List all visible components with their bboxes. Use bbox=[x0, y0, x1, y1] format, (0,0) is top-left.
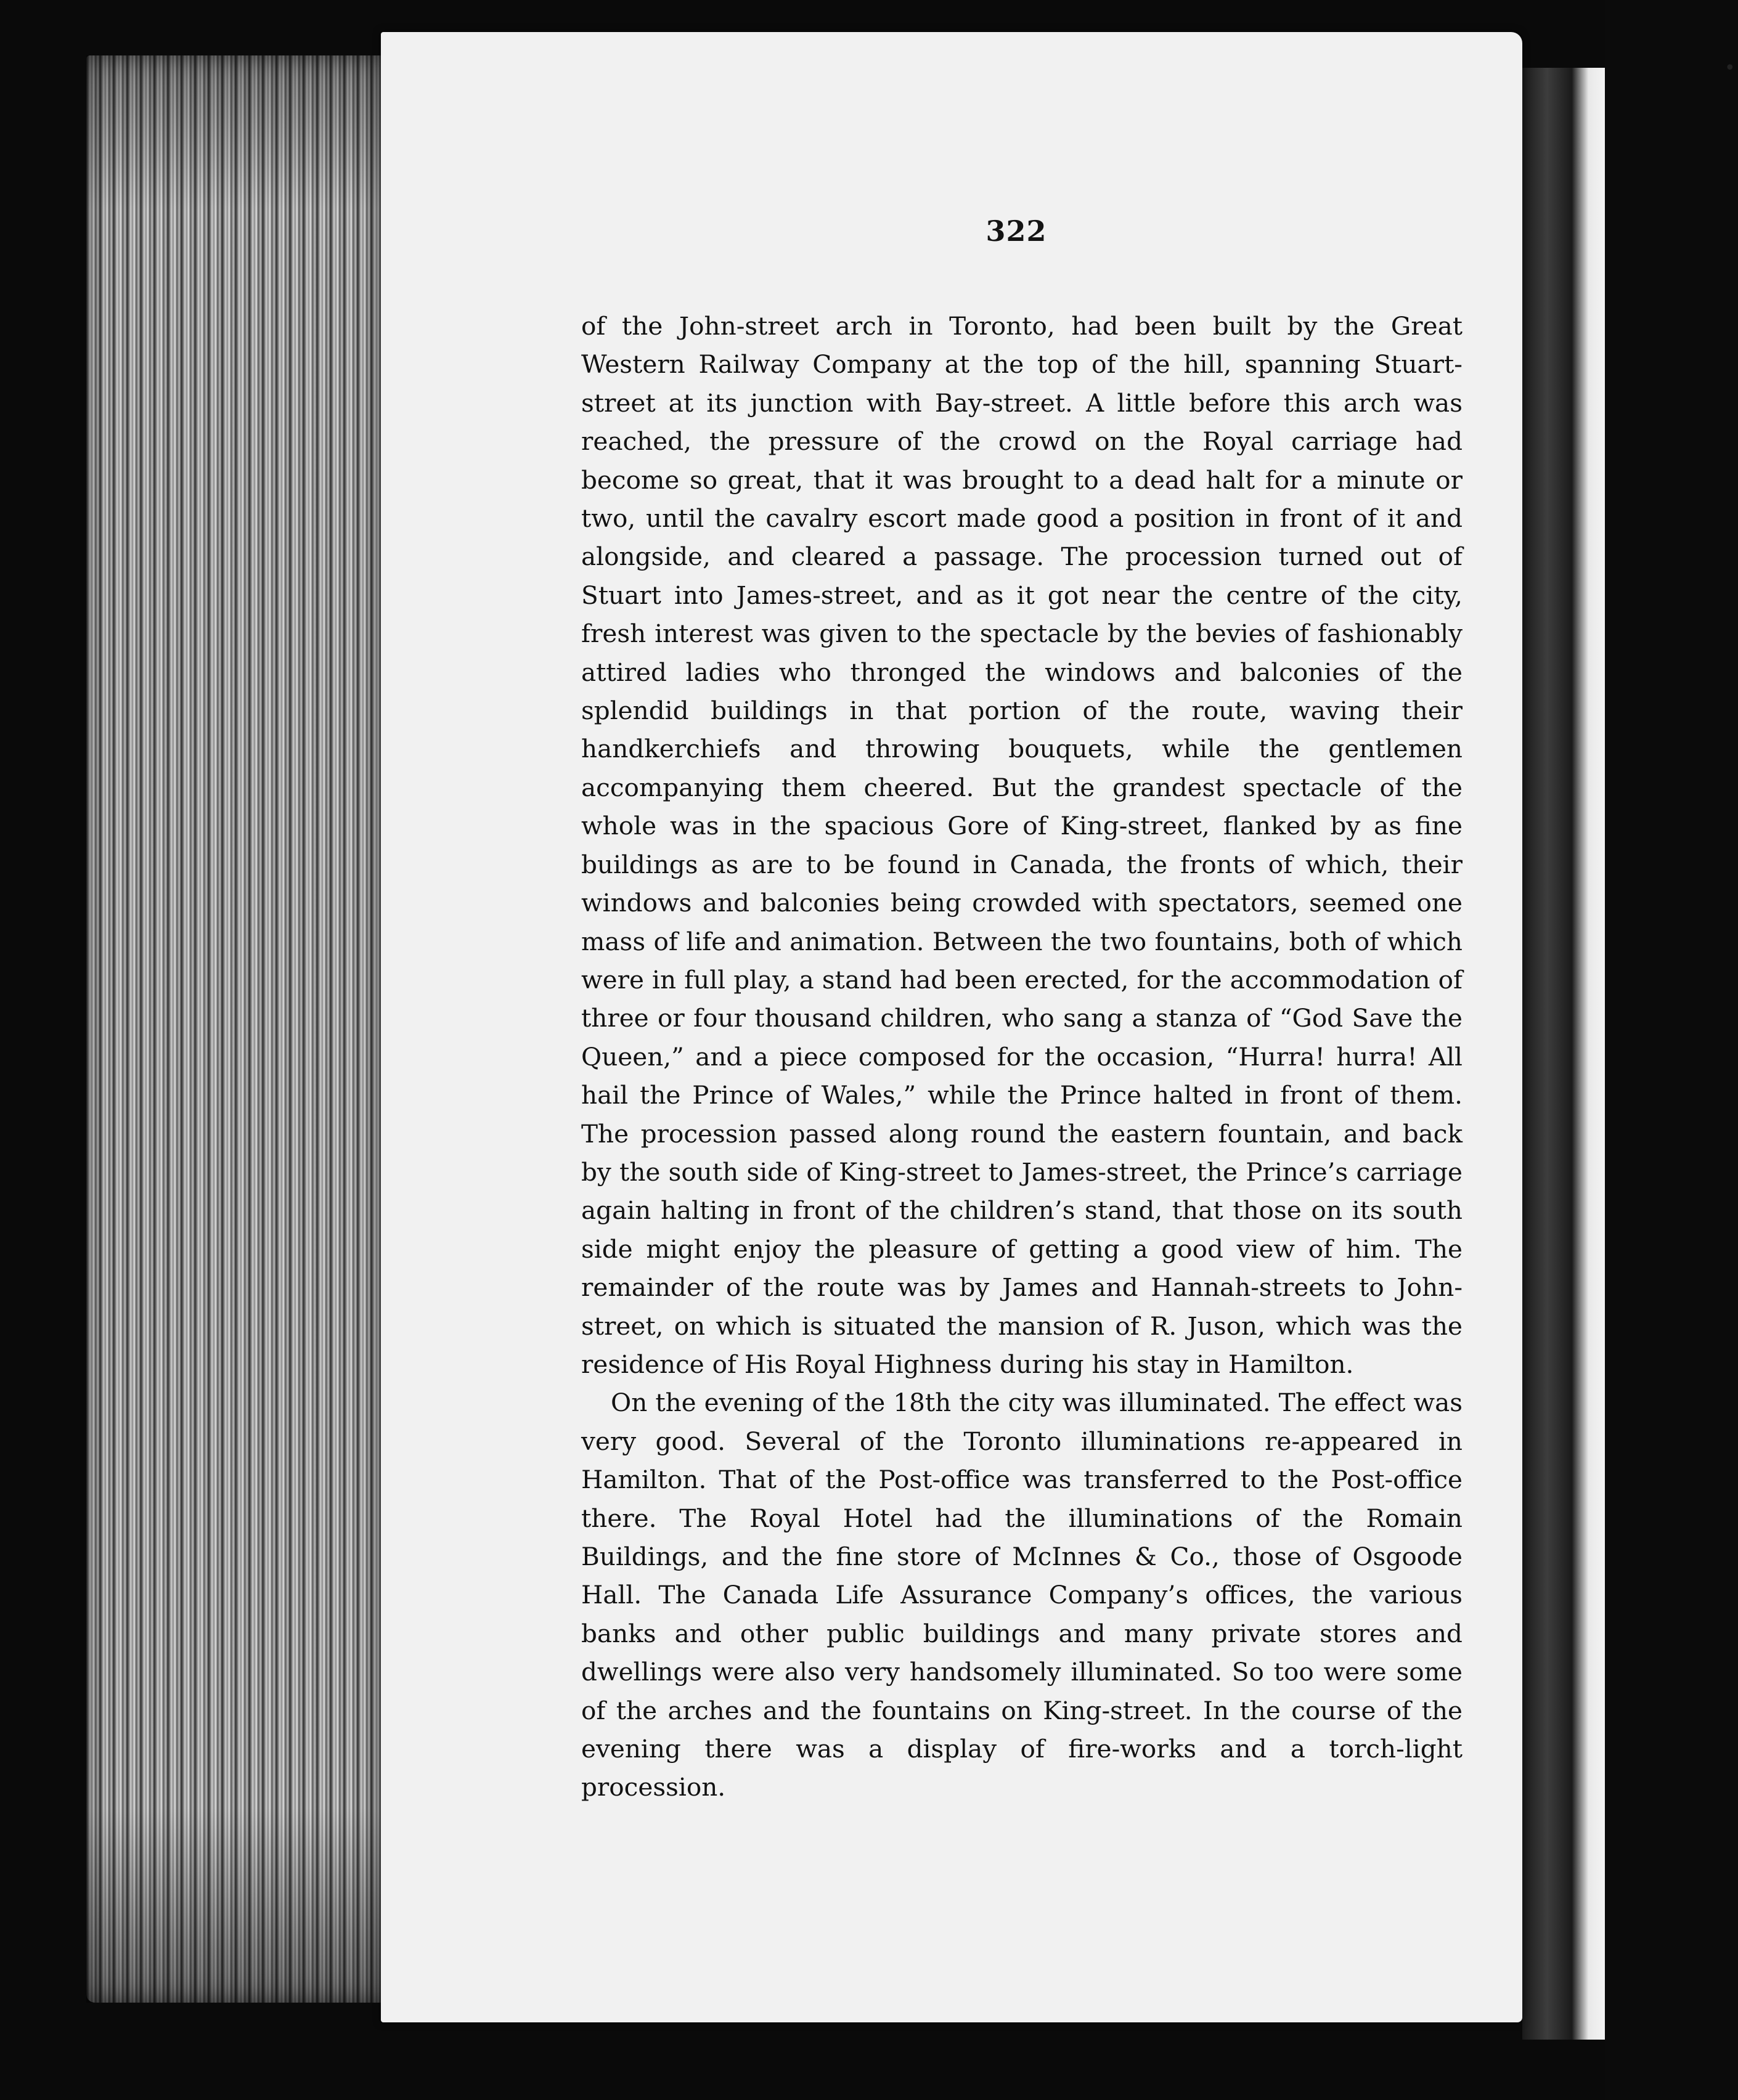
ink-speck-icon: • bbox=[1724, 57, 1736, 79]
body-text bbox=[581, 307, 1463, 1807]
page-number: 322 bbox=[985, 214, 1047, 248]
facing-page-edge bbox=[1522, 68, 1605, 2040]
paragraph-illuminations: On the evening of the 18th the city was illuminated. The effect was very good. Several of the Toronto illuminations re-appeared in Hamilton. That of the Post-office was transferred to the Post-office there. The Royal Hotel had the illuminations of the Romain Buildings, and the fine store of McInnes & Co., those of Osgoode Hall. The Canada Life Assurance Company’s offices, the various banks and other public buildings and many private stores and dwellings were also very handsomely illuminated. So too were some of the arches and the fountains on King-street. In the course of the evening there was a display of fire-works and a torch-light procession. bbox=[581, 1388, 1463, 1802]
paragraph-continuation: of the John-street arch in Toronto, had been built by the Great Western Railway Company at the top of the hill, spanning Stuart-street at its junction with Bay-street. A little before this arch was reached, the pressure of the crowd on the Royal carriage had become so great, that it was brought to a dead halt for a minute or two, until the cavalry escort made good a position in front of it and alongside, and cleared a passage. The procession turned out of Stuart into James-street, and as it got near the centre of the city, fresh interest was given to the spectacle by the bevies of fashionably attired ladies who thronged the windows and balconies of the splendid buildings in that portion of the route, waving their handkerchiefs and throwing bouquets, while the gentlemen accompanying them cheered. But the grandest spectacle of the whole was in the spacious Gore of King-street, flanked by as fine buildings as are to be found in Canada, the fronts of which, their windows and balconies being crowded with spectators, seemed one mass of life and animation. Between the two fountains, both of which were in full play, a stand had been erected, for the accommodation of three or four thousand children, who sang a stanza of “God Save the Queen,” and a piece composed for the occasion, “Hurra! hurra! All hail the Prince of Wales,” while the Prince halted in front of them. The procession passed along round the eastern fountain, and back by the south side of King-street to James-street, the Prince’s carriage again halting in front of the children’s stand, that those on its south side might enjoy the pleasure of getting a good view of him. The remainder of the route was by James and Hannah-streets to John-street, on which is situated the mansion of R. Juson, which was the residence of His Royal Highness during his stay in Hamilton. bbox=[581, 311, 1463, 1379]
book-page bbox=[381, 32, 1736, 2022]
book-page-edges bbox=[86, 55, 382, 2003]
